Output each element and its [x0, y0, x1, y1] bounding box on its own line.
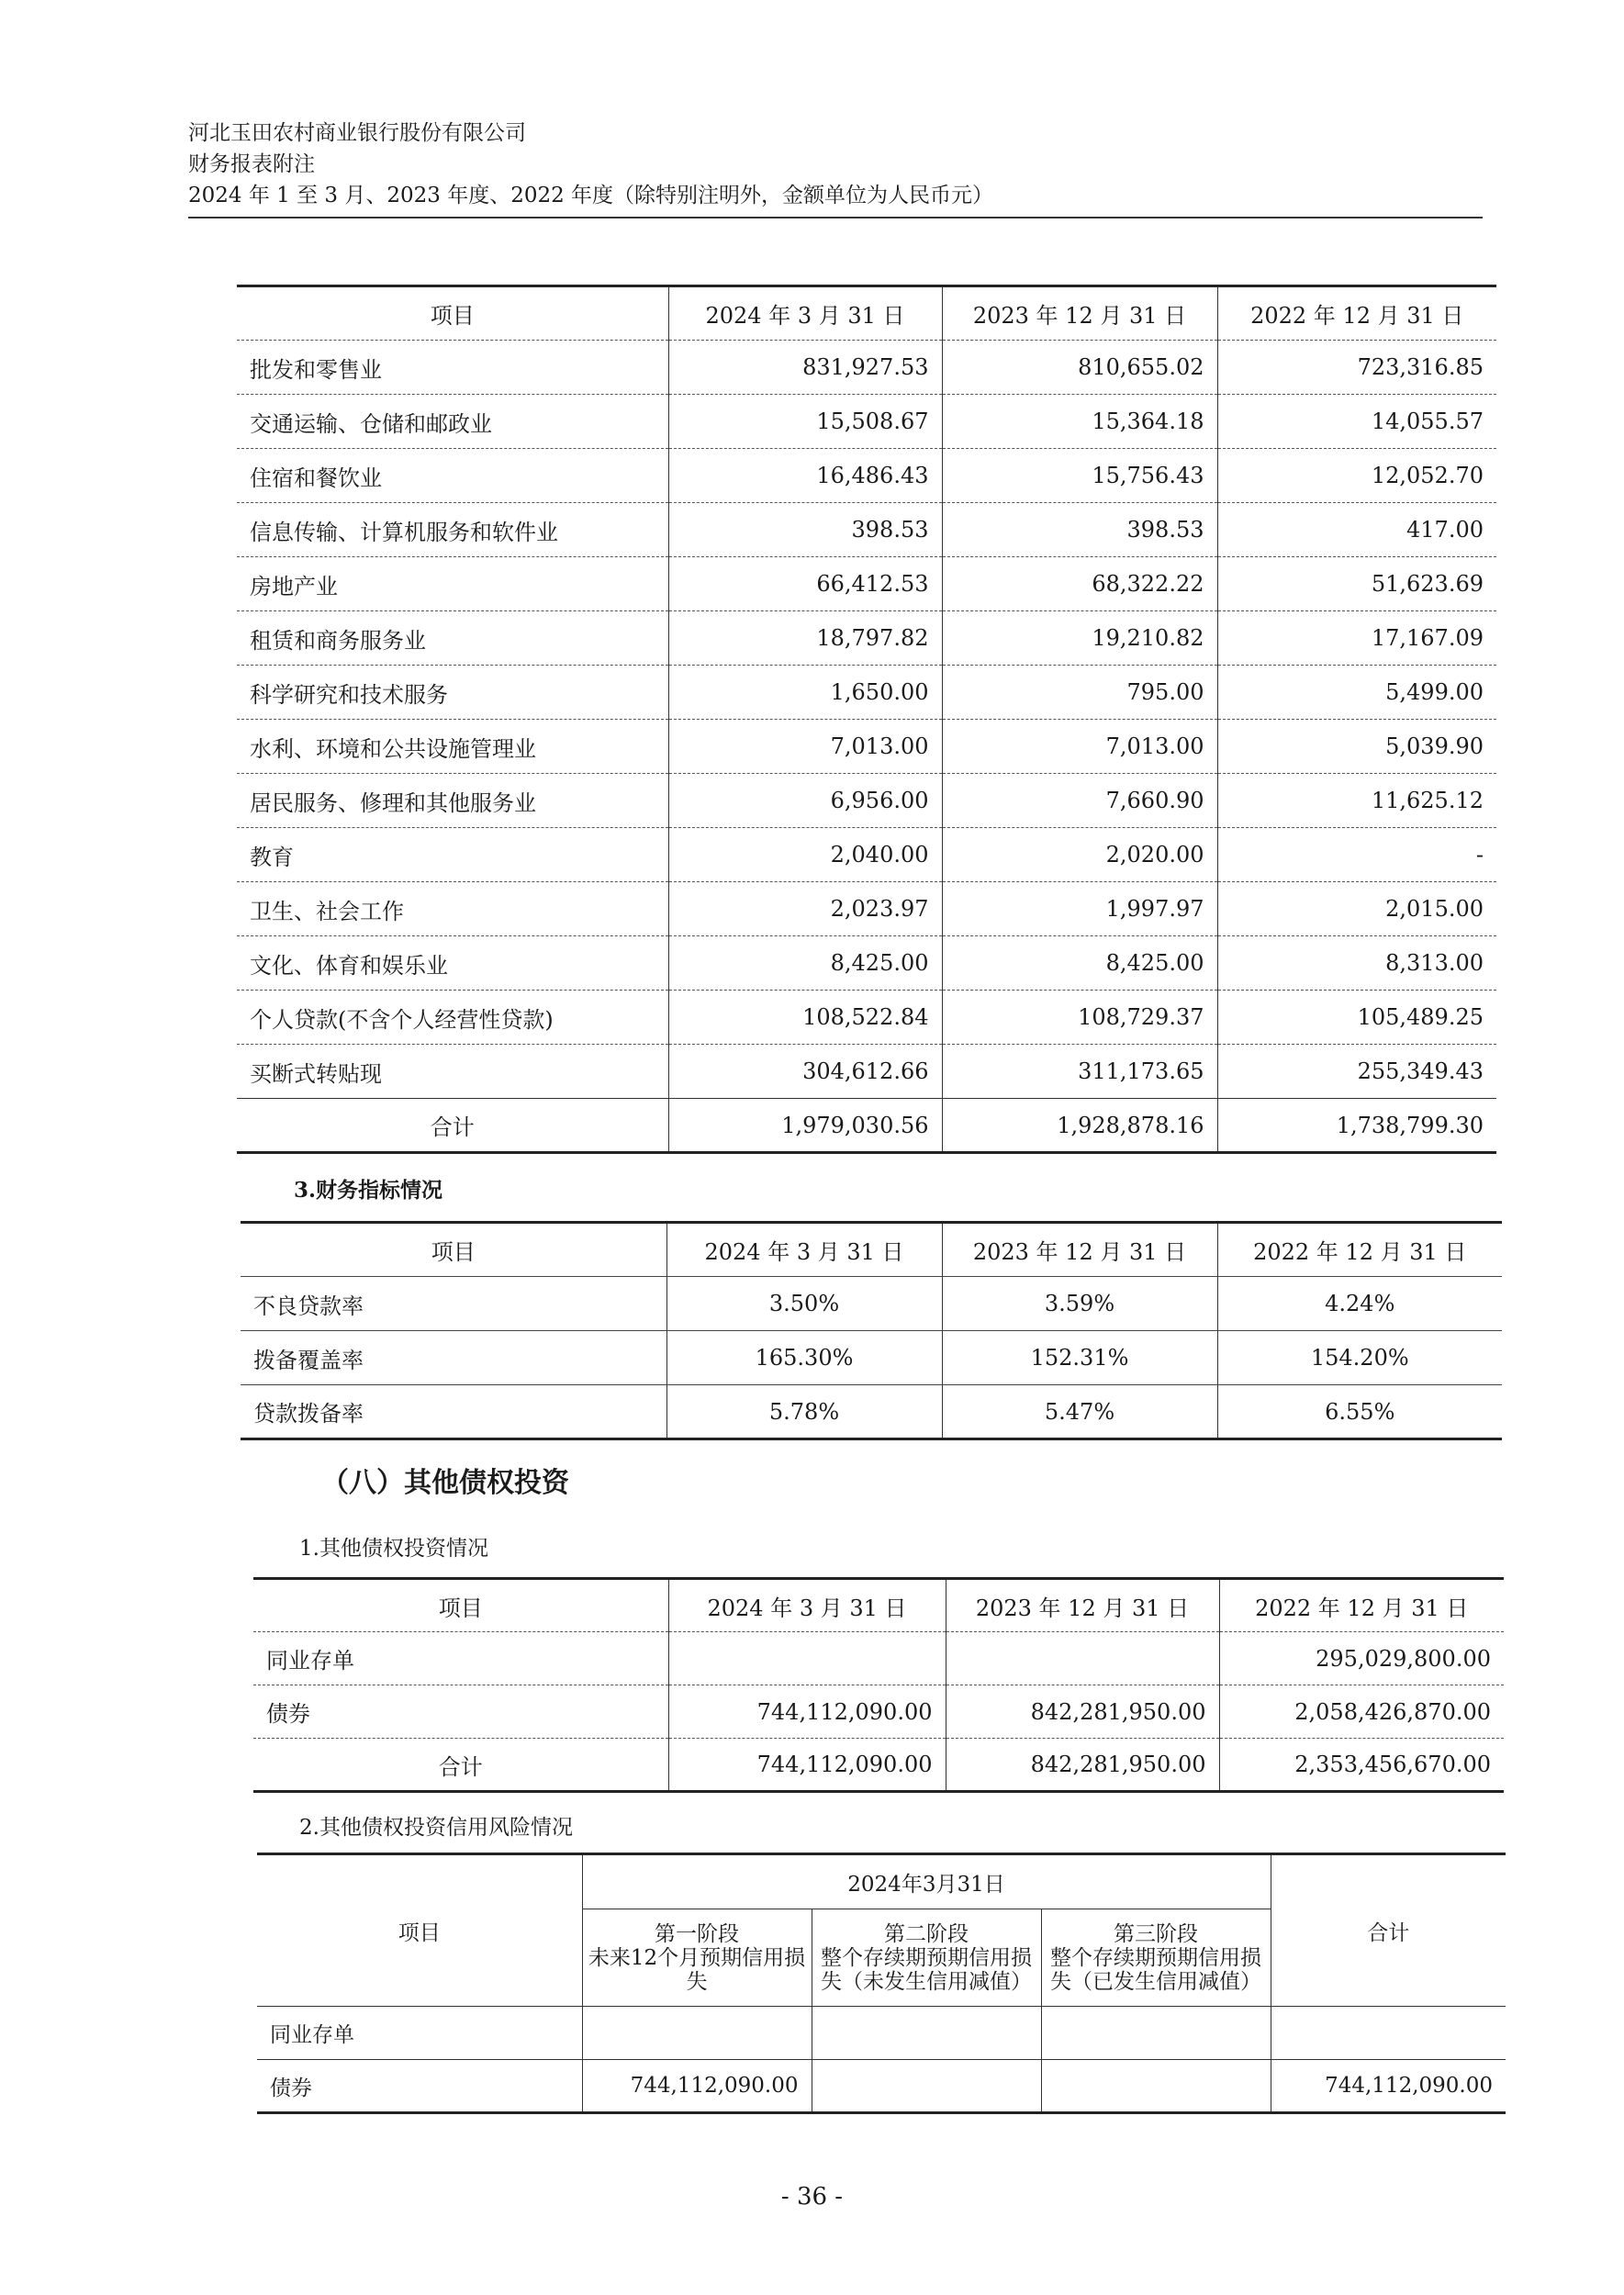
table-cell: 17,167.09	[1217, 611, 1496, 666]
column-header: 合计	[1271, 1854, 1506, 2007]
table-header-row	[257, 1854, 1506, 1909]
table-cell: 2,020.00	[942, 828, 1217, 882]
table-cell: 295,029,800.00	[1219, 1632, 1504, 1685]
column-header: 2023 年 12 月 31 日	[942, 1223, 1217, 1277]
industry-loan-table	[237, 285, 1496, 1154]
table-cell	[812, 2007, 1041, 2060]
subsection-title: 1.其他债权投资情况	[299, 1537, 488, 1561]
stage-description: 整个存续期预期信用损失（已发生信用减值）	[1050, 1945, 1261, 1994]
table-cell: 744,112,090.00	[582, 2060, 812, 2113]
table-cell: 3.59%	[942, 1277, 1217, 1331]
table-cell: 12,052.70	[1217, 449, 1496, 503]
table-cell: 8,425.00	[942, 936, 1217, 991]
table-cell: 15,364.18	[942, 395, 1217, 449]
row-label: 买断式转贴现	[237, 1045, 668, 1099]
table-cell: 810,655.02	[942, 341, 1217, 395]
table-cell: 744,112,090.00	[1271, 2060, 1506, 2113]
table-cell: 8,425.00	[668, 936, 942, 991]
table-cell: 2,015.00	[1217, 882, 1496, 936]
row-label: 拨备覆盖率	[241, 1331, 666, 1385]
table-cell: 5,039.90	[1217, 720, 1496, 774]
page-number: - 36 -	[780, 2183, 844, 2211]
table-cell	[812, 2060, 1041, 2113]
table-total-row	[253, 1739, 1504, 1792]
table-cell	[1041, 2007, 1271, 2060]
table-row	[257, 2060, 1506, 2113]
company-name: 河北玉田农村商业银行股份有限公司	[188, 121, 526, 145]
table-cell: 398.53	[668, 503, 942, 557]
table-cell: 15,508.67	[668, 395, 942, 449]
table-row	[241, 1385, 1502, 1439]
row-label: 同业存单	[257, 2007, 582, 2060]
report-period: 2024 年 1 至 3 月、2023 年度、2022 年度（除特别注明外，金额单位为人民币元）	[188, 184, 994, 207]
document-header	[188, 118, 1483, 211]
table-cell: -	[1217, 828, 1496, 882]
row-label: 同业存单	[253, 1632, 668, 1685]
table-cell: 68,322.22	[942, 557, 1217, 611]
table-row	[237, 341, 1496, 395]
total-cell: 842,281,950.00	[946, 1739, 1219, 1792]
table-cell: 5,499.00	[1217, 666, 1496, 720]
table-row	[237, 395, 1496, 449]
table-cell	[1271, 2007, 1506, 2060]
table-cell: 19,210.82	[942, 611, 1217, 666]
table-cell: 152.31%	[942, 1331, 1217, 1385]
table-row	[237, 936, 1496, 991]
table-total-row	[237, 1099, 1496, 1153]
stage-name: 第三阶段	[1114, 1921, 1198, 1946]
column-header: 2023 年 12 月 31 日	[946, 1579, 1219, 1632]
table-row	[241, 1277, 1502, 1331]
column-header: 2023 年 12 月 31 日	[942, 286, 1217, 341]
table-cell: 108,729.37	[942, 991, 1217, 1045]
table-row	[237, 991, 1496, 1045]
table-cell	[946, 1632, 1219, 1685]
table-cell	[1041, 2060, 1271, 2113]
table-row	[241, 1331, 1502, 1385]
row-label: 债券	[253, 1685, 668, 1739]
table-row	[237, 449, 1496, 503]
column-header: 2024 年 3 月 31 日	[668, 286, 942, 341]
table-cell: 15,756.43	[942, 449, 1217, 503]
table-cell: 255,349.43	[1217, 1045, 1496, 1099]
table-cell	[582, 2007, 812, 2060]
column-header: 项目	[237, 286, 668, 341]
table-row	[237, 666, 1496, 720]
table-row	[237, 720, 1496, 774]
subsection-title: 2.其他债权投资信用风险情况	[299, 1816, 573, 1840]
table-cell: 1,650.00	[668, 666, 942, 720]
stage-description: 未来12个月预期信用损失	[588, 1945, 806, 1994]
table-cell: 11,625.12	[1217, 774, 1496, 828]
table-row	[237, 882, 1496, 936]
table-cell: 5.47%	[942, 1385, 1217, 1439]
row-label: 信息传输、计算机服务和软件业	[237, 503, 668, 557]
table-cell: 7,013.00	[942, 720, 1217, 774]
total-cell: 1,928,878.16	[942, 1099, 1217, 1153]
stage-header	[1041, 1909, 1271, 2007]
table-cell: 1,997.97	[942, 882, 1217, 936]
table-cell: 795.00	[942, 666, 1217, 720]
row-label: 教育	[237, 828, 668, 882]
table-cell: 6,956.00	[668, 774, 942, 828]
table-cell: 5.78%	[666, 1385, 942, 1439]
report-subtitle: 财务报表附注	[188, 152, 315, 176]
table-header-row	[237, 286, 1496, 341]
row-label: 住宿和餐饮业	[237, 449, 668, 503]
table-row	[237, 557, 1496, 611]
credit-risk-table	[257, 1853, 1506, 2114]
table-row	[253, 1685, 1504, 1739]
column-header: 2022 年 12 月 31 日	[1217, 1223, 1502, 1277]
stage-name: 第一阶段	[655, 1921, 739, 1946]
table-cell: 16,486.43	[668, 449, 942, 503]
row-label: 不良贷款率	[241, 1277, 666, 1331]
table-row	[237, 503, 1496, 557]
total-label: 合计	[438, 1753, 483, 1780]
table-cell: 108,522.84	[668, 991, 942, 1045]
column-header: 2024 年 3 月 31 日	[666, 1223, 942, 1277]
table-header-row	[253, 1579, 1504, 1632]
total-cell: 2,353,456,670.00	[1219, 1739, 1504, 1792]
table-row	[237, 774, 1496, 828]
row-label: 科学研究和技术服务	[237, 666, 668, 720]
stage-header	[582, 1909, 812, 2007]
total-cell: 1,979,030.56	[668, 1099, 942, 1153]
table-row	[237, 611, 1496, 666]
table-cell: 66,412.53	[668, 557, 942, 611]
table-cell: 6.55%	[1217, 1385, 1502, 1439]
column-header: 项目	[253, 1579, 668, 1632]
stage-header	[812, 1909, 1041, 2007]
table-cell: 2,023.97	[668, 882, 942, 936]
table-cell: 8,313.00	[1217, 936, 1496, 991]
row-label: 个人贷款(不含个人经营性贷款)	[237, 991, 668, 1045]
column-header: 2022 年 12 月 31 日	[1219, 1579, 1504, 1632]
table-cell: 51,623.69	[1217, 557, 1496, 611]
table-cell: 417.00	[1217, 503, 1496, 557]
row-label: 租赁和商务服务业	[237, 611, 668, 666]
row-label: 批发和零售业	[237, 341, 668, 395]
column-header: 2024 年 3 月 31 日	[668, 1579, 946, 1632]
table-cell: 2,040.00	[668, 828, 942, 882]
row-label: 债券	[257, 2060, 582, 2113]
table-cell: 7,660.90	[942, 774, 1217, 828]
table-header-row	[241, 1223, 1502, 1277]
table-cell: 398.53	[942, 503, 1217, 557]
table-cell: 4.24%	[1217, 1277, 1502, 1331]
row-label: 文化、体育和娱乐业	[237, 936, 668, 991]
table-cell: 154.20%	[1217, 1331, 1502, 1385]
table-cell: 831,927.53	[668, 341, 942, 395]
section-heading: （八）其他债权投资	[321, 1467, 569, 1499]
stage-name: 第二阶段	[884, 1921, 969, 1946]
table-cell: 304,612.66	[668, 1045, 942, 1099]
table-cell: 165.30%	[666, 1331, 942, 1385]
table-cell: 2,058,426,870.00	[1219, 1685, 1504, 1739]
column-header: 2024年3月31日	[582, 1854, 1271, 1909]
table-cell: 18,797.82	[668, 611, 942, 666]
table-cell: 105,489.25	[1217, 991, 1496, 1045]
table-cell: 3.50%	[666, 1277, 942, 1331]
table-row	[237, 1045, 1496, 1099]
table-cell: 744,112,090.00	[668, 1685, 946, 1739]
table-cell	[668, 1632, 946, 1685]
row-label: 交通运输、仓储和邮政业	[237, 395, 668, 449]
column-header: 项目	[241, 1223, 666, 1277]
other-debt-investment-table	[253, 1577, 1504, 1793]
table-cell: 842,281,950.00	[946, 1685, 1219, 1739]
table-row	[253, 1632, 1504, 1685]
table-cell: 7,013.00	[668, 720, 942, 774]
table-row	[257, 2007, 1506, 2060]
table-cell: 723,316.85	[1217, 341, 1496, 395]
total-cell: 1,738,799.30	[1217, 1099, 1496, 1153]
column-header: 项目	[257, 1854, 582, 2007]
stage-description: 整个存续期预期信用损失（未发生信用减值）	[821, 1945, 1032, 1994]
row-label: 卫生、社会工作	[237, 882, 668, 936]
table-cell: 311,173.65	[942, 1045, 1217, 1099]
total-cell: 744,112,090.00	[668, 1739, 946, 1792]
table-row	[237, 828, 1496, 882]
row-label: 贷款拨备率	[253, 1401, 364, 1427]
table-cell: 14,055.57	[1217, 395, 1496, 449]
row-label: 房地产业	[237, 557, 668, 611]
header-rule	[188, 217, 1483, 218]
row-label: 居民服务、修理和其他服务业	[237, 774, 668, 828]
row-label: 水利、环境和公共设施管理业	[237, 720, 668, 774]
indicators-title: 3.财务指标情况	[294, 1178, 443, 1203]
total-label: 合计	[237, 1099, 668, 1153]
column-header: 2022 年 12 月 31 日	[1217, 286, 1496, 341]
financial-indicators-table	[241, 1221, 1502, 1440]
